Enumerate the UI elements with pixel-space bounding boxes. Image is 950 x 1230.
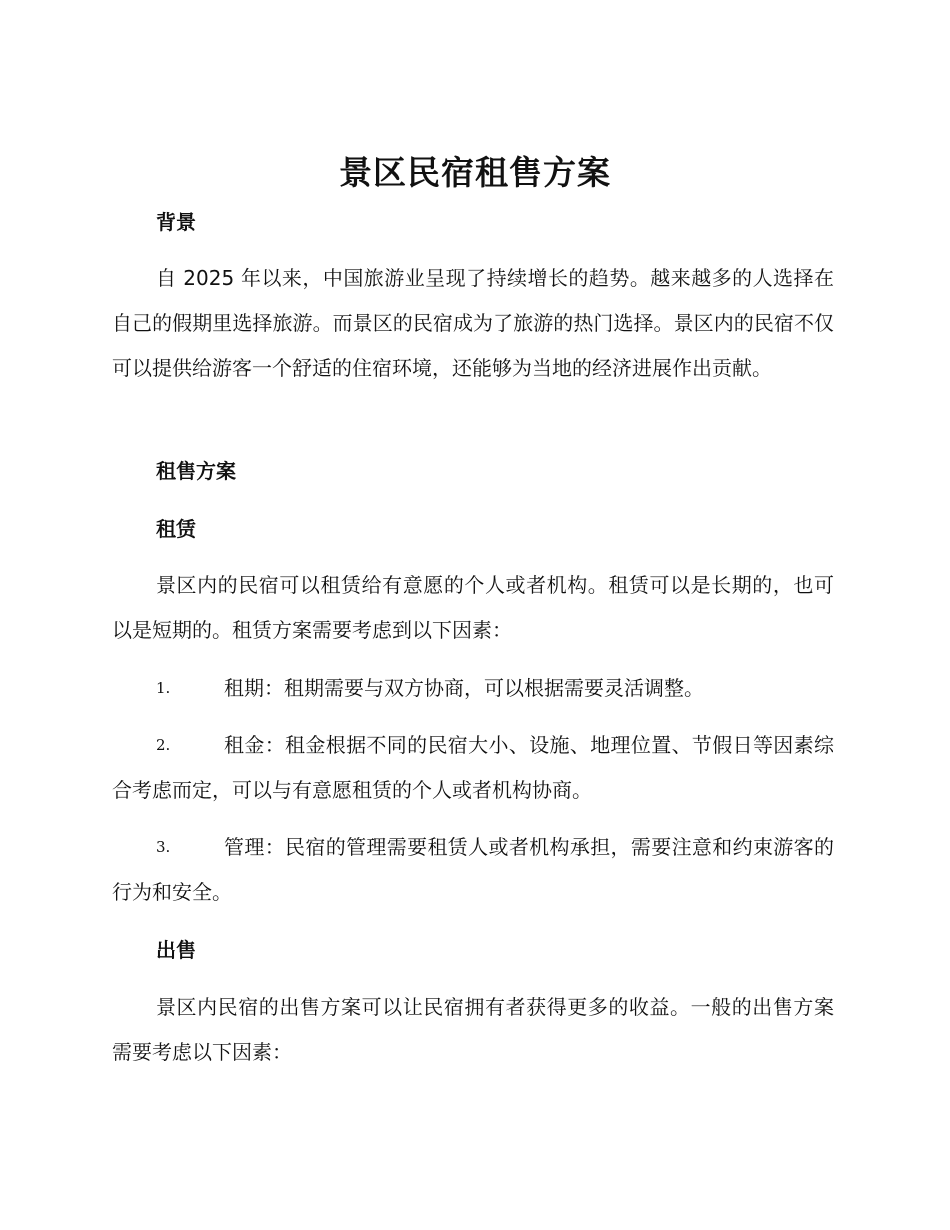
list-text: 租期：租期需要与双方协商，可以根据需要灵活调整。 xyxy=(224,676,704,700)
list-text: 租金：租金根据不同的民宿大小、设施、地理位置、节假日等因素综合考虑而定，可以与有意愿租赁的个人或者机构协商。 xyxy=(112,733,834,802)
list-item-2 xyxy=(112,723,834,813)
heading-lease: 租赁 xyxy=(156,517,196,541)
heading-background: 背景 xyxy=(156,210,196,234)
heading-plan: 租售方案 xyxy=(156,459,236,483)
list-item-1 xyxy=(112,666,834,711)
list-number: 3. xyxy=(156,838,171,856)
paragraph-sale: 景区内民宿的出售方案可以让民宿拥有者获得更多的收益。一般的出售方案需要考虑以下因素： xyxy=(112,995,834,1064)
document-title: 景区民宿租售方案 xyxy=(339,153,611,192)
list-item-3 xyxy=(112,825,834,915)
list-number: 1. xyxy=(156,679,171,697)
heading-sale: 出售 xyxy=(156,938,196,962)
paragraph-lease: 景区内的民宿可以租赁给有意愿的个人或者机构。租赁可以是长期的，也可以是短期的。租赁方案需要考虑到以下因素： xyxy=(112,573,834,642)
list-number: 2. xyxy=(156,736,171,754)
paragraph-background: 自 2025 年以来，中国旅游业呈现了持续增长的趋势。越来越多的人选择在自己的假期里选择旅游。而景区的民宿成为了旅游的热门选择。景区内的民宿不仅可以提供给游客一个舒适的住宿环境，还能够为当地的经济进展作出贡献。 xyxy=(112,266,834,380)
list-text: 管理：民宿的管理需要租赁人或者机构承担，需要注意和约束游客的行为和安全。 xyxy=(112,835,834,904)
